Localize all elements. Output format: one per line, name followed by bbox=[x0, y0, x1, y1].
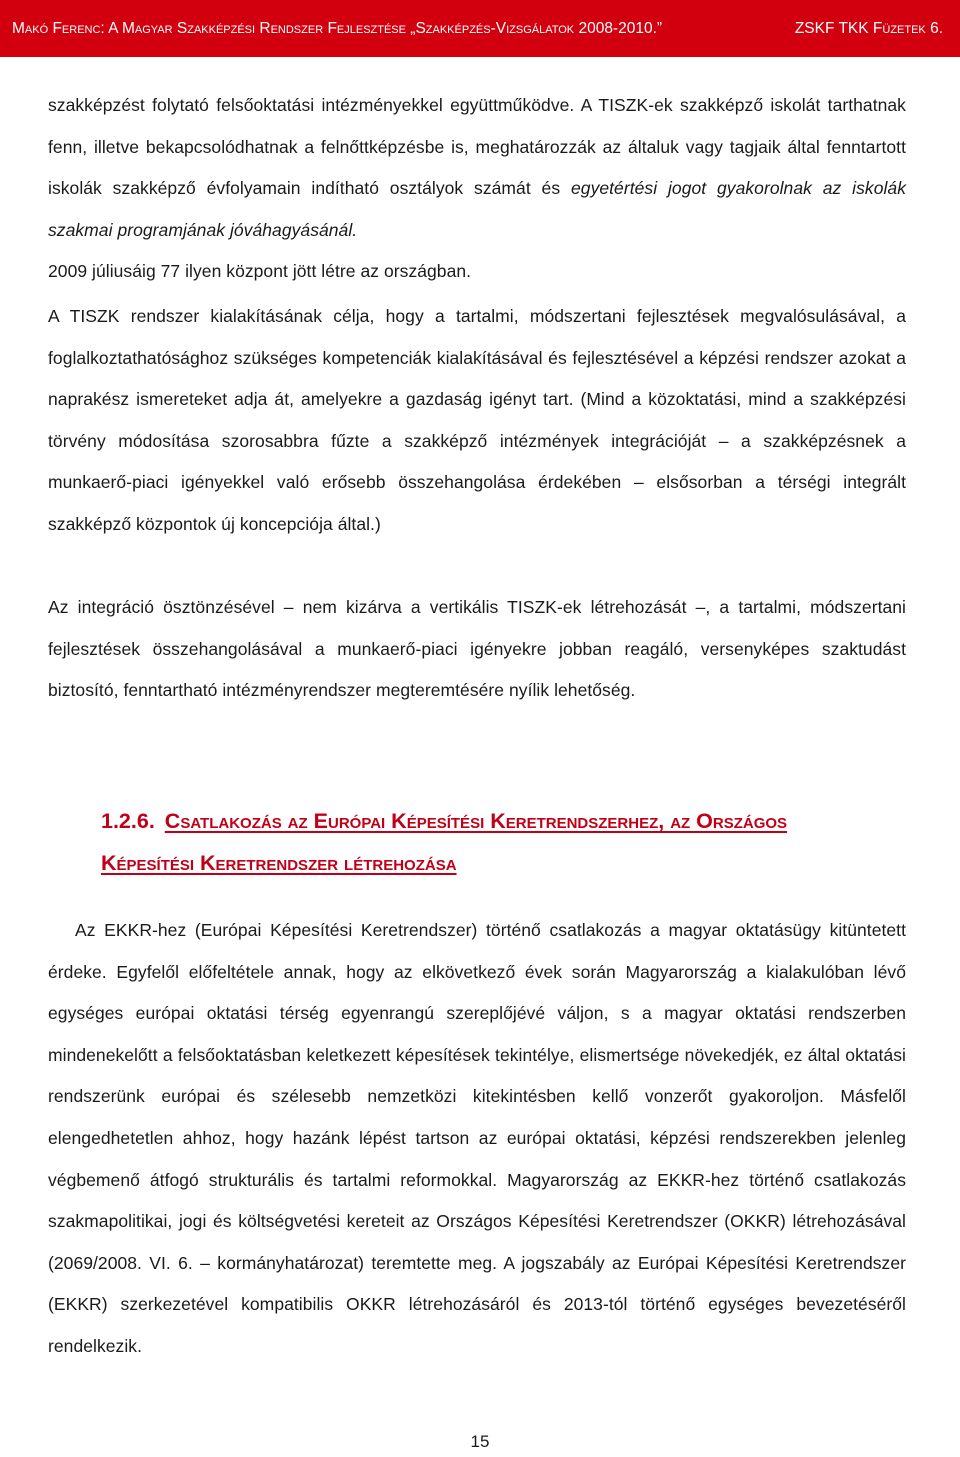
paragraph-text-end: 2009 júliusáig 77 ilyen központ jött létre az országban. bbox=[48, 261, 472, 282]
paragraph-ekkr bbox=[48, 910, 906, 1368]
section-title: Csatlakozás az Európai Képesítési Keretrendszerhez, az Országos Képesítési Keretrendszer létrehozása bbox=[101, 809, 788, 875]
paragraph-text: A TISZK rendszer kialakításának célja, hogy a tartalmi, módszertani fejlesztések megvalósulásával, a foglalkoztathatósághoz szükséges kompetenciák kialakításával és fejlesztésével a képzési rendszer azokat a naprakész ismereteket adja át, amelyekre a gazdaság igényt tart. (Mind a közoktatási, mind a szakképzési törvény módosítása szorosabbra fűzte a szakképző intézmények integrációját – a szakképzésnek a munkaerő-piaci igényekkel való erősebb összehangolása érdekében – elsősorban a térségi integrált szakképző központok új koncepciója által.) bbox=[48, 306, 906, 534]
paragraph-tiszk-goal bbox=[48, 296, 906, 546]
header-series: ZSKF TKK Füzetek 6. bbox=[794, 19, 943, 37]
section-heading bbox=[101, 800, 861, 884]
page-number: 15 bbox=[470, 1432, 490, 1451]
paragraph-text: Az integráció ösztönzésével – nem kizárva a vertikális TISZK-ek létrehozását –, a tartalmi, módszertani fejlesztések összehangolásával a munkaerő-piaci igényekre jobban reagáló, versenyképes szaktudást biztosító, fenntartható intézményrendszer megteremtésére nyílik lehetőség. bbox=[48, 597, 906, 701]
section-number: 1.2.6. bbox=[101, 809, 155, 833]
paragraph-integration bbox=[48, 587, 906, 712]
running-header bbox=[0, 0, 960, 57]
paragraph-text: Az EKKR-hez (Európai Képesítési Keretrendszer) történő csatlakozás a magyar oktatásügy kitüntetett érdeke. Egyfelől előfeltétele annak, hogy az elkövetkező évek során Magyarország a kialakulóban lévő egységes európai oktatási térség egyenrangú szereplőjévé váljon, s a magyar oktatási rendszerben mindenekelőtt a felsőoktatásban keletkezett képesítések tekintélye, elismertsége növekedjék, ez által oktatási rendszerünk európai és szélesebb nemzetközi kitekintésben kellő vonzerőt gyakoroljon. Másfelől elengedhetetlen ahhoz, hogy hazánk lépést tartson az európai oktatási, képzési rendszerekben jelenleg végbemenő átfogó strukturális és tartalmi reformokkal. Magyarország az EKKR-hez történő csatlakozás szakmapolitikai, jogi és költségvetési kereteit az Országos Képesítési Keretrendszer (OKKR) létrehozásával (2069/2008. VI. 6. – kormányhatározat) teremtette meg. A jogszabály az Európai Képesítési Keretrendszer (EKKR) szerkezetével kompatibilis OKKR létrehozásáról és 2013-tól történő egységes bevezetéséről rendelkezik. bbox=[48, 920, 906, 1356]
paragraph-tiszk-intro bbox=[48, 85, 906, 293]
paragraph-text-italic: egyetértési jogot gyakorolnak az iskolák szakmai programjának jóváhagyásánál. bbox=[48, 178, 906, 240]
paragraph-text-regular: szakképzést folytató felsőoktatási intézményekkel együttműködve. A TISZK-ek szakképző iskolát tarthatnak fenn, illetve bekapcsolódhatnak a felnőttképzésbe is, meghatározzák az általuk vagy tagjaik által fenntartott iskolák szakképző évfolyamain indítható osztályok számát és bbox=[48, 95, 906, 199]
header-title: Makó Ferenc: A Magyar Szakképzési Rendszer Fejlesztése „Szakképzés-Vizsgálatok 2008-2010.” bbox=[12, 19, 663, 37]
paragraph-text bbox=[48, 85, 906, 293]
